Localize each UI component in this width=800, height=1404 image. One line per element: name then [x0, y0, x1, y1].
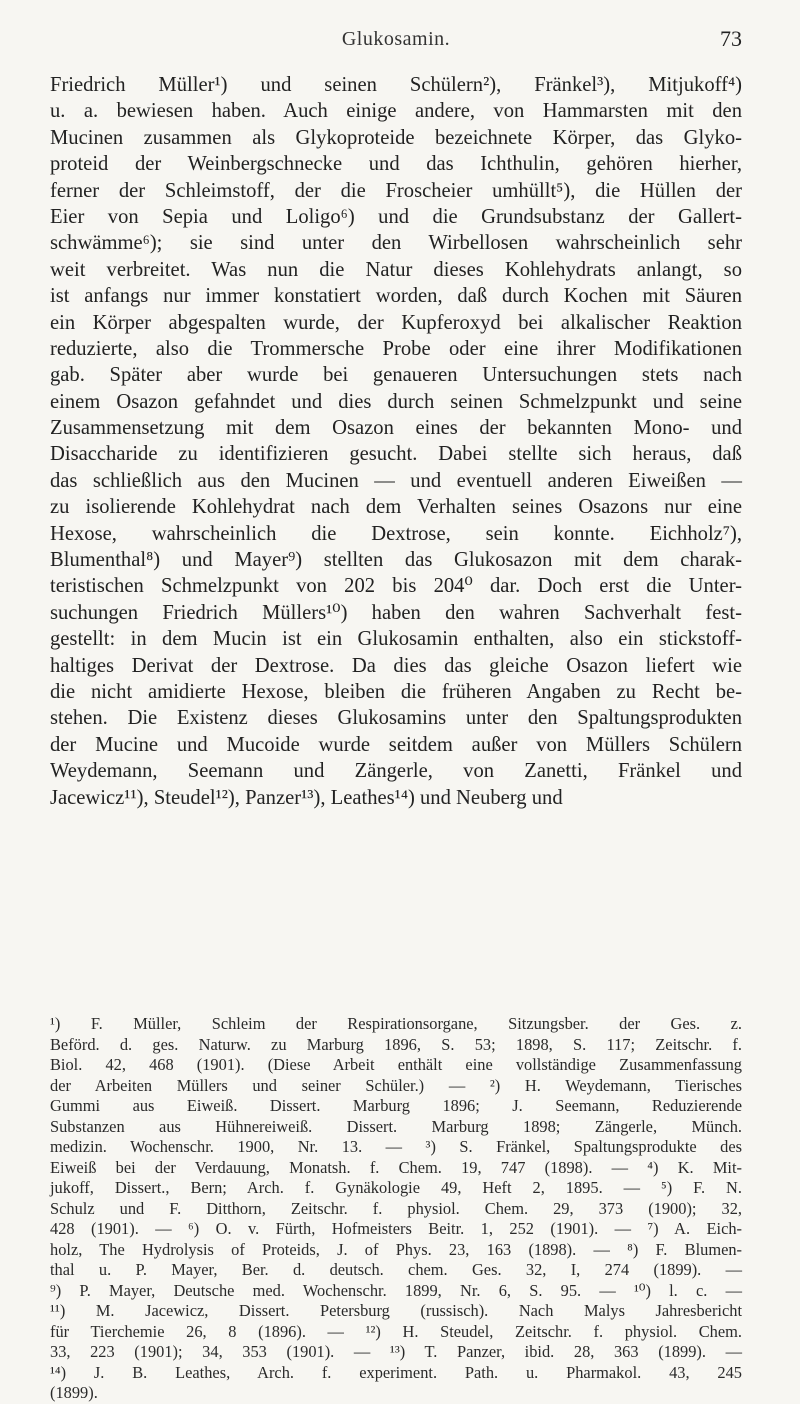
body-line: Eier von Sepia und Loligo⁶) und die Grundsubstanz der Gallert- — [50, 205, 742, 228]
body-line: die nicht amidierte Hexose, bleiben die früheren Angaben zu Recht be- — [50, 680, 742, 703]
body-line: Weydemann, Seemann und Zängerle, von Zanetti, Fränkel und — [50, 760, 742, 783]
body-line: ein Körper abgespalten wurde, der Kupferoxyd bei alkalischer Reaktion — [50, 311, 742, 334]
body-line: gestellt: in dem Mucin ist ein Glukosamin enthalten, also ein stickstoff- — [50, 628, 742, 651]
body-line: proteid der Weinbergschnecke und das Ichthulin, gehören hierher, — [50, 153, 742, 176]
body-line: stehen. Die Existenz dieses Glukosamins unter den Spaltungsprodukten — [50, 707, 742, 730]
footnote-line: für Tierchemie 26, 8 (1896). — ¹²) H. Steudel, Zeitschr. f. physiol. Chem. — [50, 1321, 742, 1341]
footnote-line: 33, 223 (1901); 34, 353 (1901). — ¹³) T. Panzer, ibid. 28, 363 (1899). — — [50, 1342, 742, 1361]
footnote-line: Schulz und F. Ditthorn, Zeitschr. f. physiol. Chem. 29, 373 (1900); 32, — [50, 1198, 742, 1218]
footnote-line: ¹) F. Müller, Schleim der Respirationsorgane, Sitzungsber. der Ges. z. — [50, 1014, 742, 1033]
body-line: einem Osazon gefahndet und dies durch seinen Schmelzpunkt und seine — [50, 390, 742, 413]
footnote-line: Beförd. d. ges. Naturw. zu Marburg 1896, S. 53; 1898, S. 117; Zeitschr. f. — [50, 1034, 742, 1054]
footnote-line: thal u. P. Mayer, Ber. d. deutsch. chem. Ges. 32, I, 274 (1899). — — [50, 1260, 742, 1279]
body-line: teristischen Schmelzpunkt von 202 bis 204⁰ dar. Doch erst die Unter- — [50, 575, 742, 598]
body-line: schwämme⁶); sie sind unter den Wirbellosen wahrscheinlich sehr — [50, 232, 742, 255]
footnote-line: der Arbeiten Müllers und seiner Schüler.) — ²) H. Weydemann, Tierisches — [50, 1075, 742, 1095]
footnote-line: ¹¹) M. Jacewicz, Dissert. Petersburg (russisch). Nach Malys Jahresbericht — [50, 1301, 742, 1320]
running-title: Glukosamin. — [341, 28, 451, 50]
body-line: gab. Später aber wurde bei genaueren Untersuchungen stets nach — [50, 364, 742, 387]
page-number: 73 — [720, 26, 742, 51]
body-line: u. a. bewiesen haben. Auch einige andere, von Hammarsten mit den — [50, 100, 742, 123]
footnote-line: Substanzen aus Hühnereiweiß. Dissert. Marburg 1898; Zängerle, Münch. — [50, 1116, 742, 1136]
footnote-line: (1899). — [50, 1383, 98, 1402]
body-line: ist anfangs nur immer konstatiert worden, daß durch Kochen mit Säuren — [50, 285, 742, 308]
body-line: Disaccharide zu identifizieren gesucht. Dabei stellte sich heraus, daß — [50, 443, 742, 466]
body-line: Zusammensetzung mit dem Osazon eines der bekannten Mono- und — [50, 417, 742, 440]
body-line: zu isolierende Kohlehydrat nach dem Verhalten seines Osazons nur eine — [50, 496, 742, 519]
footnotes — [50, 1014, 742, 1404]
footnote-line: Gummi aus Eiweiß. Dissert. Marburg 1896; J. Seemann, Reduzierende — [50, 1096, 742, 1115]
body-line: Friedrich Müller¹) und seinen Schülern²), Fränkel³), Mitjukoff⁴) — [50, 74, 742, 96]
body-line: Hexose, wahrscheinlich die Dextrose, sein konnte. Eichholz⁷), — [50, 522, 742, 545]
body-line: weit verbreitet. Was nun die Natur dieses Kohlehydrats anlangt, so — [50, 258, 742, 281]
footnote-line: ¹⁴) J. B. Leathes, Arch. f. experiment. Path. u. Pharmakol. 43, 245 — [50, 1362, 742, 1382]
footnote-line: jukoff, Dissert., Bern; Arch. f. Gynäkologie 49, Heft 2, 1895. — ⁵) F. N. — [50, 1178, 742, 1197]
footnote-line: medizin. Wochenschr. 1900, Nr. 13. — ³) S. Fränkel, Spaltungsprodukte des — [50, 1137, 742, 1156]
body-text — [50, 72, 742, 811]
body-line: das schließlich aus den Mucinen — und eventuell anderen Eiweißen — — [50, 469, 742, 492]
body-line: suchungen Friedrich Müllers¹⁰) haben den wahren Sachverhalt fest- — [50, 601, 742, 624]
body-line: Blumenthal⁸) und Mayer⁹) stellten das Glukosazon mit dem charak- — [50, 549, 742, 572]
footnote-line: ⁹) P. Mayer, Deutsche med. Wochenschr. 1899, Nr. 6, S. 95. — ¹⁰) l. c. — — [50, 1280, 742, 1300]
page-header — [50, 28, 742, 58]
footnote-line: 428 (1901). — ⁶) O. v. Fürth, Hofmeisters Beitr. 1, 252 (1901). — ⁷) A. Eich- — [50, 1219, 742, 1238]
footnote-line: Biol. 42, 468 (1901). (Diese Arbeit enthält eine vollständige Zusammenfassung — [50, 1055, 742, 1074]
body-line: reduzierte, also die Trommersche Probe oder eine ihrer Modifikationen — [50, 337, 742, 360]
body-line: haltiges Derivat der Dextrose. Da dies das gleiche Osazon liefert wie — [50, 654, 742, 677]
body-line: ferner der Schleimstoff, der die Froscheier umhüllt⁵), die Hüllen der — [50, 179, 742, 202]
footnote-line: Eiweiß bei der Verdauung, Monatsh. f. Chem. 19, 747 (1898). — ⁴) K. Mit- — [50, 1157, 742, 1177]
body-line: der Mucine und Mucoide wurde seitdem außer von Müllers Schülern — [50, 733, 742, 756]
footnote-line: holz, The Hydrolysis of Proteids, J. of Phys. 23, 163 (1898). — ⁸) F. Blumen- — [50, 1239, 742, 1259]
body-line: Mucinen zusammen als Glykoproteide bezeichnete Körper, das Glyko- — [50, 126, 742, 149]
body-line: Jacewicz¹¹), Steudel¹²), Panzer¹³), Leathes¹⁴) und Neuberg und — [50, 786, 563, 809]
